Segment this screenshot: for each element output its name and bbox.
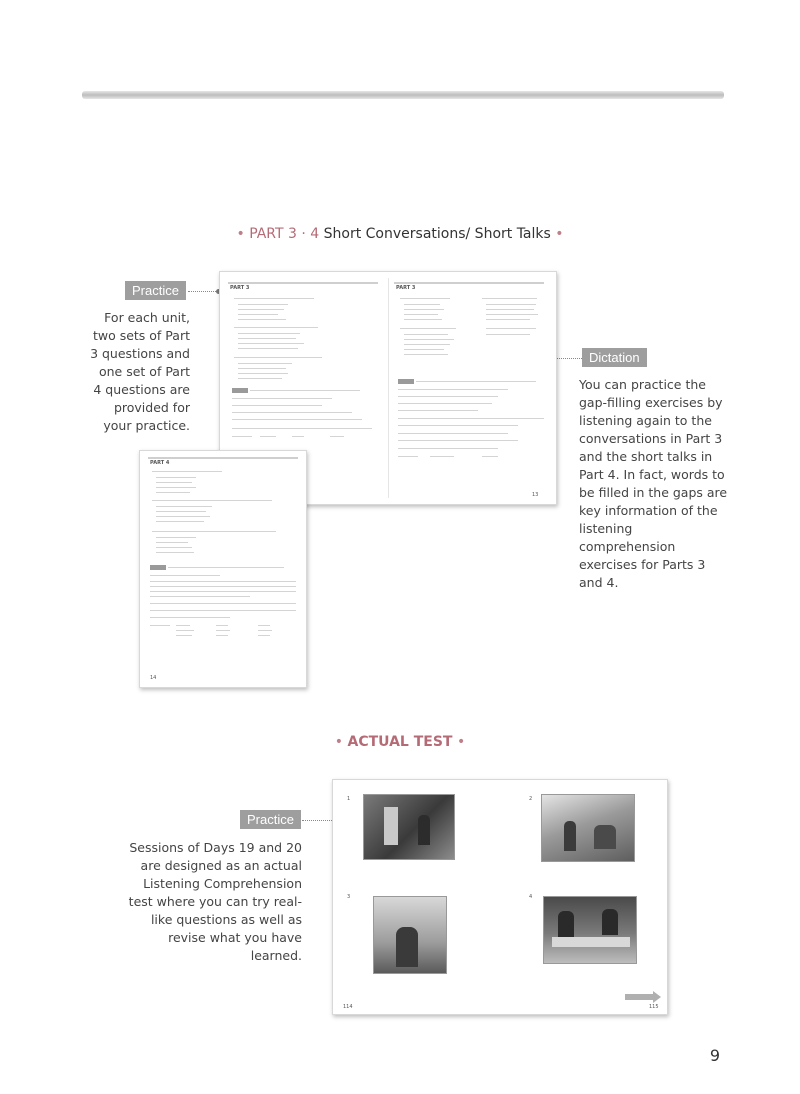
practice-description: For each unit, two sets of Part 3 questions and one set of Part 4 questions are provided for your practice. [90,310,190,433]
photo-3 [373,896,447,974]
section-title-actual-test [0,734,800,750]
practice-tag-2: Practice [240,810,301,829]
left-header-rule [228,282,378,284]
next-arrow [625,994,655,1000]
spread-gutter [388,278,389,498]
dictation-tag: Dictation [582,348,647,367]
practice2-description: Sessions of Days 19 and 20 are designed as an actual Listening Comprehension test where you can try real-like questions as well as revise what you have learned. [128,840,302,963]
bullet-right: • [555,226,564,242]
part4-page-header: PART 4 [150,460,170,466]
photo-number-1: 1 [347,796,351,802]
part4-page-number: 14 [150,675,157,681]
bullet-left: • [236,226,245,242]
right-page-header: PART 3 [396,285,416,291]
part4-header-rule [148,457,298,459]
top-divider-bar [82,91,724,99]
section-title-part-label: PART 3 · 4 [249,226,320,242]
photo-number-2: 2 [529,796,533,802]
right-header-rule [394,282,544,284]
dictation-description: You can practice the gap-filling exercises by listening again to the conversations in Part 3 and the short talks in Part 4. In fact, words to be filled in the gaps are key information of the listening comprehension exercises for Parts 3 and 4. [579,377,728,590]
photo-2 [541,794,635,862]
next-arrow-head [653,991,661,1003]
bullet-left-2: • [334,734,344,750]
right-page-number: 13 [532,492,539,498]
practice-connector [188,291,218,292]
section-title-part34 [0,226,800,242]
bullet-right-2: • [456,734,466,750]
photo-4 [543,896,637,964]
practice-tag: Practice [125,281,186,300]
thumbnail-actual-test [332,779,668,1015]
actual-page-left: 114 [343,1004,353,1010]
section-title-rest: Short Conversations/ Short Talks [323,226,551,242]
photo-1 [363,794,455,860]
photo-number-4: 4 [529,894,533,900]
actual-page-right: 115 [649,1004,659,1010]
photo-number-3: 3 [347,894,351,900]
thumbnail-part4 [139,450,307,688]
page-number: 9 [709,1046,720,1065]
left-page-header: PART 3 [230,285,250,291]
actual-test-title: ACTUAL TEST [347,734,453,750]
